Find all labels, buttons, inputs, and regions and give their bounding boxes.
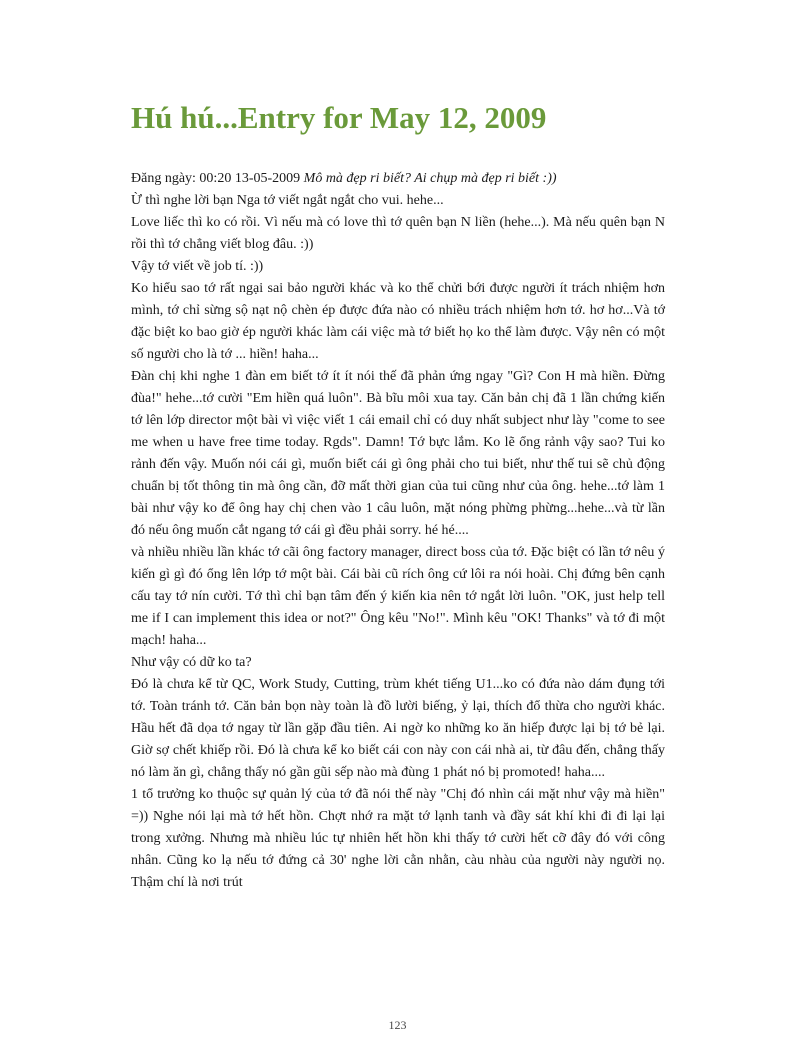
entry-title: Hú hú...Entry for May 12, 2009 [131, 100, 547, 135]
paragraph: Ừ thì nghe lời bạn Nga tớ viết ngắt ngắt cho vui. hehe... [131, 193, 444, 208]
entry-meta [131, 168, 665, 190]
paragraph: Như vậy có dữ ko ta? [131, 655, 252, 670]
document-page [131, 96, 665, 894]
paragraph: Love liếc thì ko có rồi. Vì nếu mà có love thì tớ quên bạn N liền (hehe...). Mà nếu quên bạn N rồi thì tớ chẳng viết blog đâu. :)) [131, 215, 665, 252]
posted-date: Đăng ngày: 00:20 13-05-2009 [131, 171, 301, 186]
page-number: 123 [388, 1018, 407, 1032]
paragraph: Đàn chị khi nghe 1 đàn em biết tớ ít ít nói thế đã phản ứng ngay "Gì? Con H mà hiền. Đừng đùa!" hehe...tớ cười "Em hiền quá luôn". Bà bĩu môi xua tay. Căn bản chị đã 1 lần chứng kiến tớ lên lớp director một bài vì việc viết 1 cái email chỉ có duy nhất subject như lày "come to see me when u have free time today. Rgds". Damn! Tớ bực lắm. Ko lẽ ổng rảnh vậy sao? Tui ko rảnh đến vậy. Muốn nói cái gì, muốn biết cái gì ông phải cho tui biết, như thế tui sẽ chủ động chuẩn bị tốt thông tin mà ông cần, đỡ mất thời gian của tui cũng như của ông. hehe...tớ làm 1 bài như vậy ko để ông hay chị chen vào 1 câu luôn, mặt nóng phừng phừng...hehe...và từ lần đó nếu ông muốn cắt ngang tớ cái gì đều phải sorry. hé hé.... [131, 369, 665, 538]
paragraph: Vậy tớ viết về job tí. :)) [131, 259, 264, 274]
paragraph: Đó là chưa kể từ QC, Work Study, Cutting, trùm khét tiếng U1...ko có đứa nào dám đụng tới tớ. Toàn tránh tớ. Căn bản bọn này toàn là đồ lười biếng, ỷ lại, thích đổ thừa cho người khác. Hầu hết đã dọa tớ ngay từ lần gặp đầu tiên. Ai ngờ ko những ko ăn hiếp được lại bị tớ bẻ lại. Giờ sợ chết khiếp rồi. Đó là chưa kể ko biết cái con này con cái nhà ai, từ đâu đến, chẳng thấy nó làm ăn gì, chẳng thấy nó gần gũi sếp nào mà đùng 1 phát nó bị promoted! haha.... [131, 677, 665, 780]
entry-body [131, 190, 665, 894]
paragraph: 1 tổ trưởng ko thuộc sự quản lý của tớ đã nói thế này "Chị đó nhìn cái mặt như vậy mà hiền" =)) Nghe nói lại mà tớ hết hồn. Chợt nhớ ra mặt tớ lạnh tanh và đầy sát khí khi đi đi lại lại trong xưởng. Nhưng mà nhiều lúc tự nhiên hết hồn khi thấy tớ cười hết cỡ đây đó với công nhân. Cũng ko lạ nếu tớ đứng cả 30' nghe lời cằn nhằn, càu nhàu của người này người nọ. Thậm chí là nơi trút [131, 787, 665, 890]
entry-subject: Mô mà đẹp ri biết? Ai chụp mà đẹp ri biết :)) [303, 171, 557, 186]
paragraph: Ko hiểu sao tớ rất ngại sai bảo người khác và ko thể chửi bới được người ít trách nhiệm hơn mình, tớ chỉ sừng sộ nạt nộ chèn ép được đứa nào có nhiều trách nhiệm hơn tớ. hơ hơ...Và tớ đặc biệt ko bao giờ ép người khác làm cái việc mà tớ biết họ ko thể làm được. Vậy nên có một số người cho là tớ ... hiền! haha... [131, 281, 665, 362]
paragraph: và nhiều nhiều lần khác tớ cãi ông factory manager, direct boss của tớ. Đặc biệt có lần tớ nêu ý kiến gì gì đó ổng lên lớp tớ một bài. Cái bài cũ rích ông cứ lôi ra nói hoài. Chị đứng bên cạnh cấu tay tớ nín cười. Tớ thì chỉ bạn tâm đến ý kiến kia nên tớ ngắt lời luôn. "OK, just help tell me if I can implement this idea or not?" Ông kêu "No!". Mình kêu "OK! Thanks" và tớ đi một mạch! haha... [131, 545, 665, 648]
